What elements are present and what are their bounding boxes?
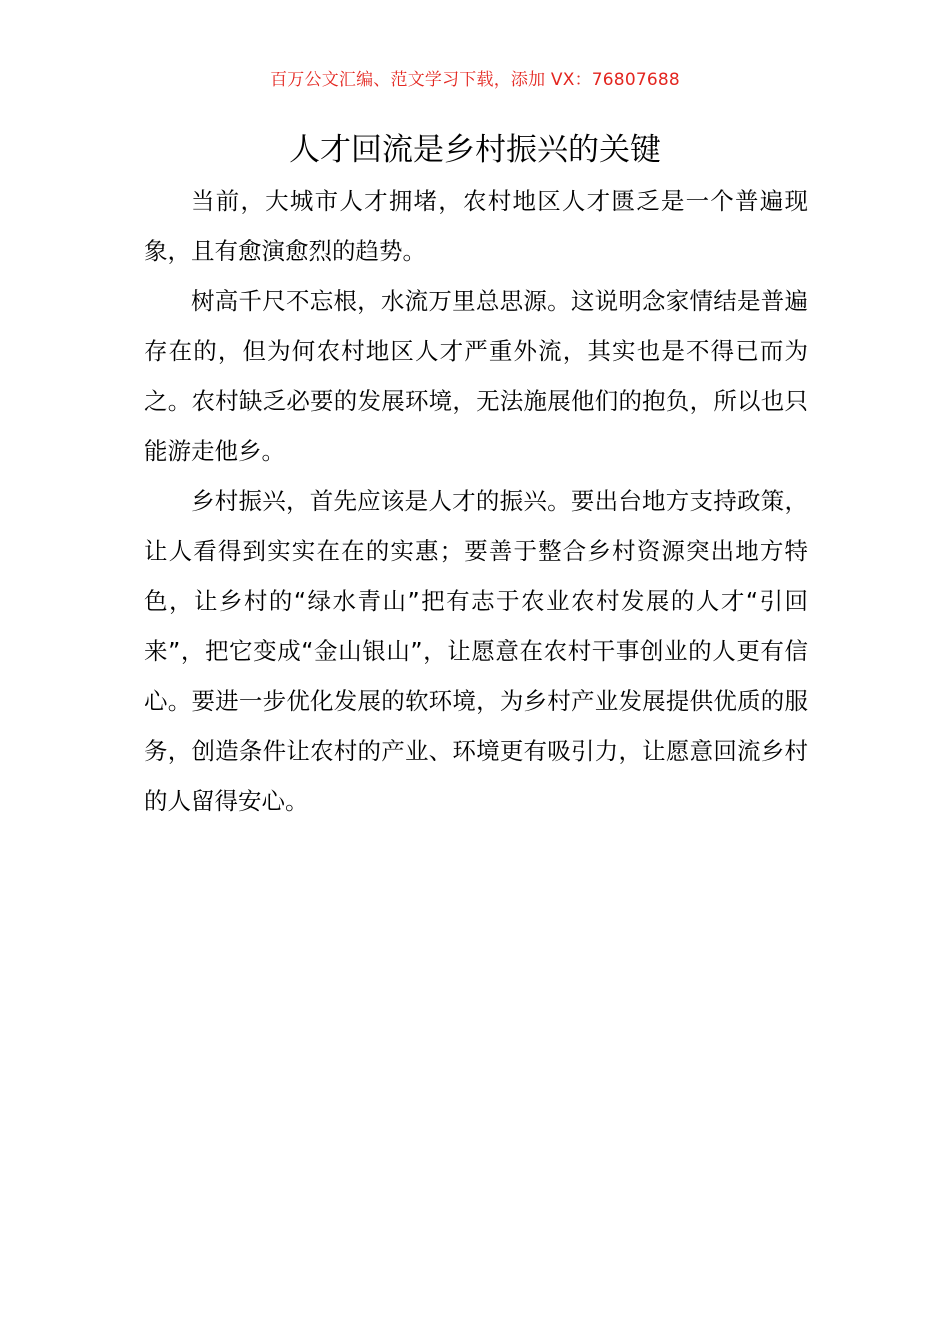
document-body [144,176,808,826]
document-title: 人才回流是乡村振兴的关键 [289,132,661,168]
header-watermark-note: 百万公文汇编、范文学习下载，添加 VX：76807688 [270,70,680,90]
paragraph-2: 树高千尺不忘根，水流万里总思源。这说明念家情结是普遍存在的，但为何农村地区人才严重外流，其实也是不得已而为之。农村缺乏必要的发展环境，无法施展他们的抱负，所以也只能游走他乡。 [144,287,808,465]
paragraph-3: 乡村振兴，首先应该是人才的振兴。要出台地方支持政策，让人看得到实实在在的实惠；要善于整合乡村资源突出地方特色，让乡村的“绿水青山”把有志于农业农村发展的人才“引回来”，把它变成“金山银山”，让愿意在农村干事创业的人更有信心。要进一步优化发展的软环境，为乡村产业发展提供优质的服务，创造条件让农村的产业、环境更有吸引力，让愿意回流乡村的人留得安心。 [144,487,808,815]
paragraph-1: 当前，大城市人才拥堵，农村地区人才匮乏是一个普遍现象，且有愈演愈烈的趋势。 [144,187,808,265]
